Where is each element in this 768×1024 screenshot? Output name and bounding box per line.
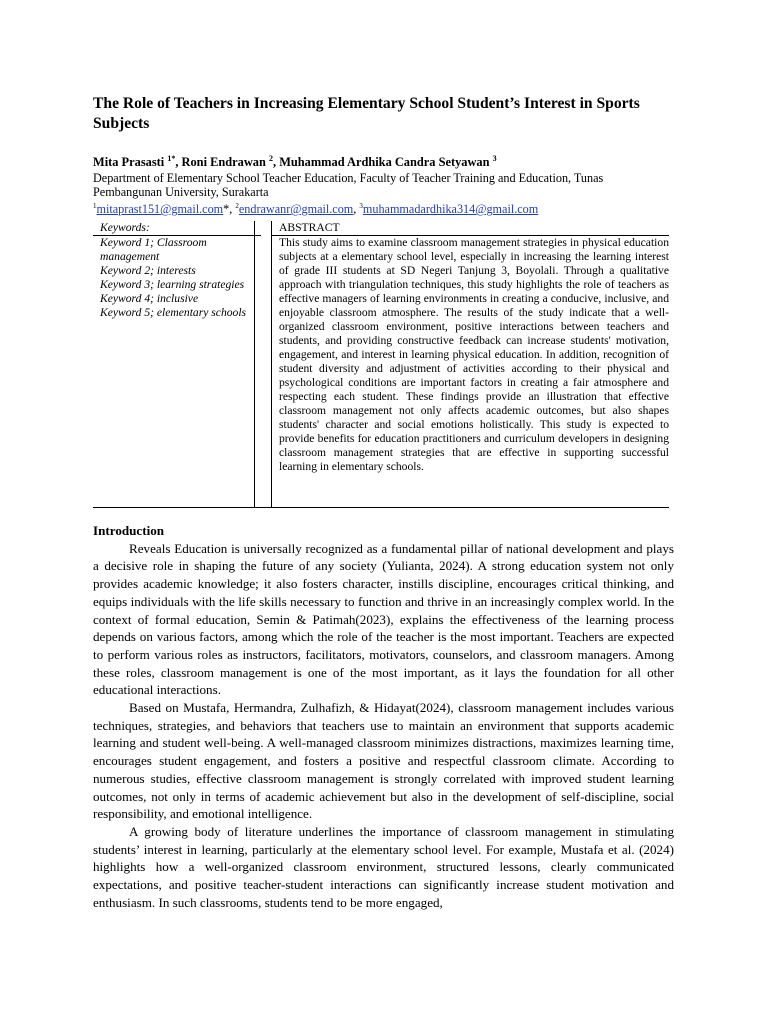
keyword-item: Keyword 5; elementary schools [100, 306, 247, 319]
body-paragraph: Based on Mustafa, Hermandra, Zulhafizh, & Hidayat(2024), classroom management includes various techniques, strategies, and behaviors that teachers use to maintain an environment that supports academic learning and student well-being. A well-managed classroom minimizes distractions, maximizes learning time, encourages student engagement, and fosters a positive and respectful classroom climate. According to numerous studies, effective classroom management is strongly correlated with improved student learning outcomes, not only in terms of academic achievement but also in the development of self-discipline, social responsibility, and emotional intelligence. [93, 700, 674, 822]
keywords-column [100, 221, 250, 320]
keyword-item: Keyword 3; learning strategies [100, 278, 245, 291]
author-1: Mita Prasasti $^{1*}$, [93, 154, 182, 170]
table-divider [254, 221, 255, 507]
introduction-section [93, 522, 674, 911]
body-paragraph: Reveals Education is universally recognized as a fundamental pillar of national development and plays a decisive role in shaping the future of any society (Yulianta, 2024). A strong education system not only provides academic knowledge; it also fosters character, instills discipline, encourages critical thinking, and equips individuals with the life skills necessary to function and thrive in an increasingly complex world. In the context of formal education, Semin & Patimah(2023), explains the effectiveness of the learning process depends on various factors, among which the role of the teacher is the most important. Teachers are expected to perform various roles as instructors, facilitators, motivators, counselors, and classroom managers. Among these roles, classroom management is one of the most important, as it lays the foundation for all other educational interactions. [93, 540, 674, 698]
keyword-item: Keyword 2; interests [100, 264, 196, 277]
section-heading: Introduction [93, 523, 165, 538]
affiliation: Department of Elementary School Teacher Education, Faculty of Teacher Training and Education, Tunas Pembangunan University, Surakarta [93, 171, 604, 200]
abstract-table [93, 221, 669, 508]
paper-title: The Role of Teachers in Increasing Elementary School Student’s Interest in Sports Subjects [93, 95, 640, 132]
keyword-item: Keyword 4; inclusive [100, 292, 199, 305]
paper-page [93, 94, 674, 910]
email-list: $^1$mitaprast151@gmail.com*, $^2$endrawanr@gmail.com, $^3$muhammadardhika314@gmail.com [93, 202, 539, 217]
keywords-header: Keywords: [93, 221, 261, 236]
table-divider [271, 221, 272, 507]
email-link-2[interactable]: endrawanr@gmail.com [238, 202, 354, 217]
email-link-3[interactable]: muhammadardhika314@gmail.com [362, 202, 539, 217]
abstract-column [279, 221, 669, 474]
abstract-header: ABSTRACT [271, 221, 669, 236]
body-paragraph: A growing body of literature underlines the importance of classroom management in stimulating students’ interest in learning, particularly at the elementary school level. For example, Mustafa et al. (2024) highlights how a well-organized classroom environment, structured lessons, clearly communicated expectations, and positive teacher-student interactions can significantly increase student motivation and enthusiasm. In such classrooms, students tend to be more engaged, [93, 823, 674, 910]
abstract-text: This study aims to examine classroom management strategies in physical education subjects at a elementary school level, especially in increasing the learning interest of grade III students at SD Negeri Tanjung 3, Boyolali. Through a qualitative approach with triangulation techniques, this study highlights the role of teachers as effective managers of learning environments in creating a conducive, inclusive, and enjoyable classroom atmosphere. The results of the study indicate that a well-organized classroom environment, positive interactions between teachers and students, and providing constructive feedback can increase students' motivation, engagement, and interest in learning physical education. In addition, recognition of student diversity and adjustment of activities according to their physical and psychological conditions are important factors in creating a fair atmosphere and respecting each student. These findings provide an illustration that effective classroom management not only affects academic outcomes, but also shapes students' character and social emotions holistically. This study is expected to provide benefits for education practitioners and curriculum developers in designing classroom management strategies that are effective in supporting successful learning in elementary schools. [279, 236, 669, 473]
keyword-item: Keyword 1; Classroom management [100, 236, 207, 263]
email-link-1[interactable]: mitaprast151@gmail.com [96, 202, 224, 217]
author-list [93, 151, 674, 170]
author-2: Roni Endrawan $^2$, [181, 154, 280, 170]
author-3: Muhammad Ardhika Candra Setyawan $^3$ [279, 154, 497, 170]
